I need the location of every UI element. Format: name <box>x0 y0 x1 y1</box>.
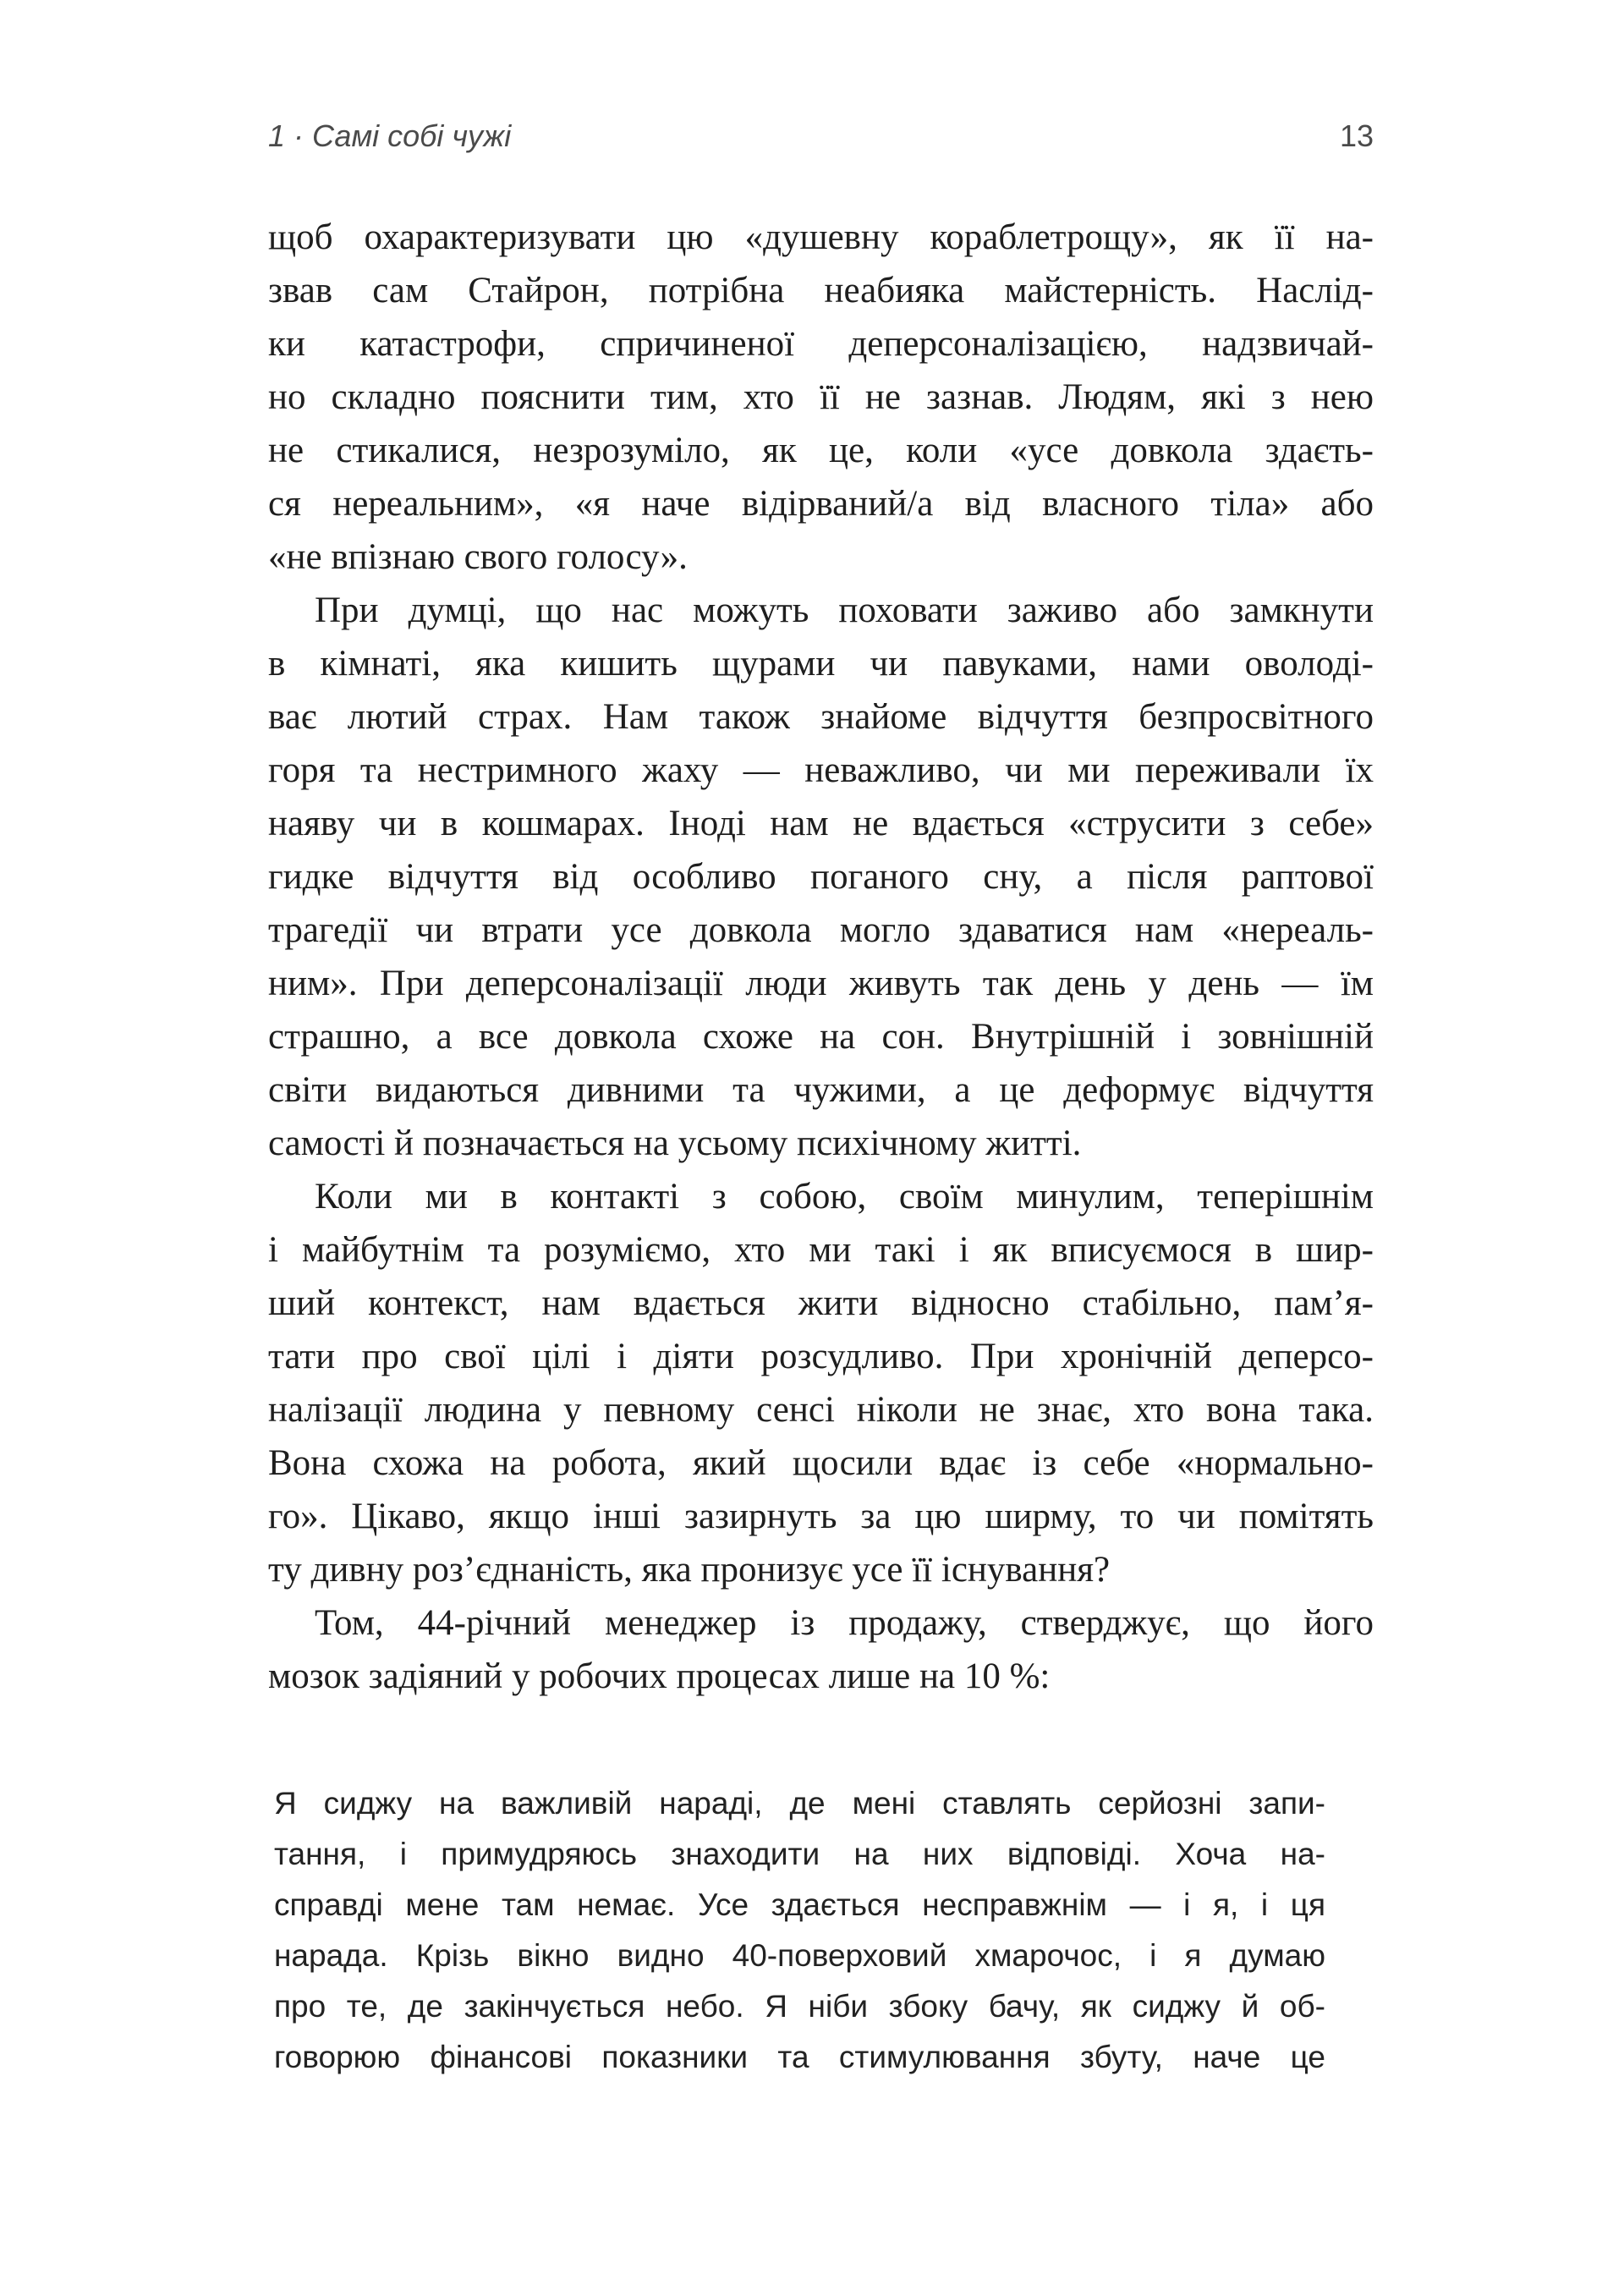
text-line: но складно пояснити тим, хто її не зазнав. Людям, які з нею <box>268 377 1374 417</box>
chapter-title: 1 · Самі собі чужі <box>268 118 512 153</box>
text-line: звав сам Стайрон, потрібна неабияка майстерність. Наслід- <box>268 271 1374 310</box>
text-line: налізації людина у певному сенсі ніколи не знає, хто вона така. <box>268 1390 1374 1430</box>
text-line: щоб охарактеризувати цю «душевну кораблетрощу», як її на- <box>268 217 1374 257</box>
quote-line: тання, і примудряюсь знаходити на них відповіді. Хоча на- <box>274 1837 1325 1871</box>
quote-line: говорюю фінансові показники та стимулювання збуту, наче це <box>274 2040 1325 2074</box>
text-line: не стикалися, незрозуміло, як це, коли «усе довкола здаєть- <box>268 431 1374 470</box>
text-line: ший контекст, нам вдається жити відносно стабільно, пам’я- <box>268 1283 1374 1323</box>
text-line: в кімнаті, яка кишить щурами чи павуками, нами оволоді- <box>268 644 1374 684</box>
text-line: страшно, а все довкола схоже на сон. Внутрішній і зовнішній <box>268 1017 1374 1057</box>
quote-line: Я сиджу на важливій нараді, де мені ставлять серйозні запи- <box>274 1786 1325 1821</box>
quote-line: про те, де закінчується небо. Я ніби збоку бачу, як сиджу й об- <box>274 1989 1325 2024</box>
text-line: Вона схожа на робота, який щосили вдає із себе «нормально- <box>268 1443 1374 1483</box>
paragraph <box>268 1170 1374 1596</box>
running-header <box>268 118 1374 161</box>
text-line: трагедії чи втрати усе довкола могло здаватися нам «нереаль- <box>268 910 1374 950</box>
text-line: ним». При деперсоналізації люди живуть так день у день — їм <box>268 964 1374 1003</box>
paragraph <box>268 584 1374 1170</box>
text-line: го». Цікаво, якщо інші зазирнуть за цю ширму, то чи помітять <box>268 1497 1374 1536</box>
quote-line: справді мене там немає. Усе здається несправжнім — і я, і ця <box>274 1887 1325 1922</box>
text-line: ся нереальним», «я наче відірваний/а від власного тіла» або <box>268 484 1374 524</box>
text-line: ту дивну роз’єднаність, яка пронизує усе її існування? <box>268 1550 1111 1590</box>
text-line: ки катастрофи, спричиненої деперсоналізацією, надзвичай- <box>268 324 1374 364</box>
paragraph <box>268 1596 1374 1703</box>
text-line: тати про свої цілі і діяти розсудливо. При хронічній деперсо- <box>268 1337 1374 1376</box>
quote-line: нарада. Крізь вікно видно 40-поверховий хмарочос, і я думаю <box>274 1938 1325 1973</box>
text-line: мозок задіяний у робочих процесах лише на 10 %: <box>268 1656 1051 1696</box>
text-line: гидке відчуття від особливо поганого сну, а після раптової <box>268 857 1374 897</box>
text-line: самості й позначається на усьому психічному житті. <box>268 1123 1082 1163</box>
text-line: При думці, що нас можуть поховати заживо або замкнути <box>315 590 1374 630</box>
text-line: світи видаються дивними та чужими, а це деформує відчуття <box>268 1070 1374 1110</box>
paragraph <box>268 211 1374 584</box>
text-line: і майбутнім та розуміємо, хто ми такі і як вписуємося в шир- <box>268 1230 1374 1270</box>
text-line: наяву чи в кошмарах. Іноді нам не вдається «струсити з себе» <box>268 804 1374 843</box>
text-line: ває лютий страх. Нам також знайоме відчуття безпросвітного <box>268 697 1374 737</box>
text-line: «не впізнаю свого голосу». <box>268 537 688 577</box>
body-text <box>268 211 1374 1703</box>
text-line: Коли ми в контакті з собою, своїм минулим, теперішнім <box>315 1177 1374 1217</box>
text-line: горя та нестримного жаху — неважливо, чи ми переживали їх <box>268 750 1374 790</box>
page-number: 13 <box>1339 118 1374 153</box>
text-line: Том, 44-річний менеджер із продажу, стверджує, що його <box>315 1603 1374 1643</box>
block-quote <box>274 1778 1325 2083</box>
